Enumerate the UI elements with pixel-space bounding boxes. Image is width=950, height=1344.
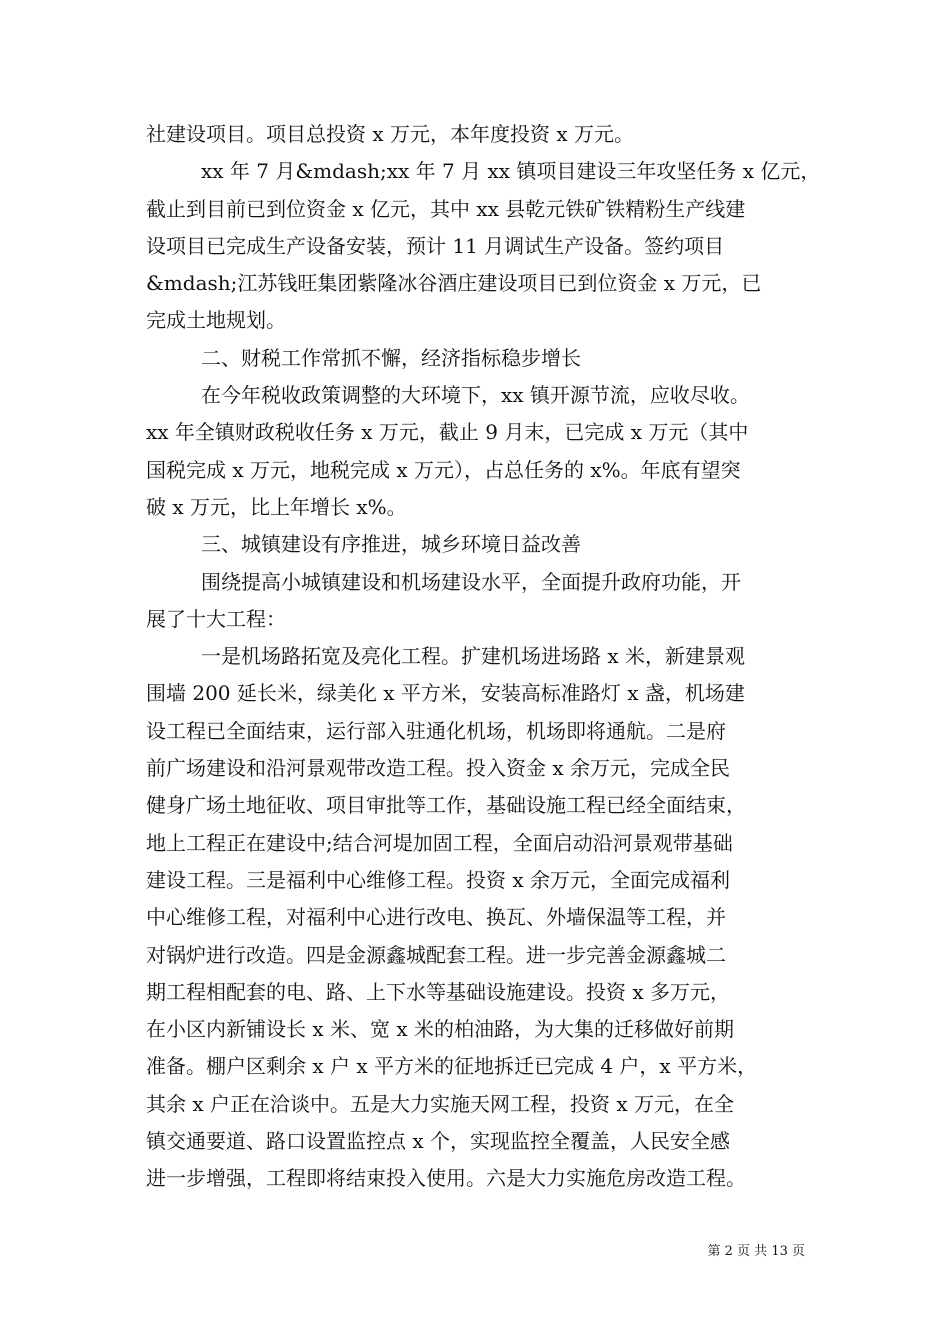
text-line: &mdash;江苏钱旺集团紫隆冰谷酒庄建设项目已到位资金 x 万元，已: [146, 271, 762, 296]
text-line: 在今年税收政策调整的大环境下，xx 镇开源节流，应收尽收。: [201, 383, 750, 408]
text-line: 围墙 200 延长米，绿美化 x 平方米，安装高标准路灯 x 盏，机场建: [146, 681, 745, 706]
text-line: 设项目已完成生产设备安装，预计 11 月调试生产设备。签约项目: [146, 233, 725, 258]
text-line: 准备。棚户区剩余 x 户 x 平方米的征地拆迁已完成 4 户，x 平方米，: [146, 1054, 758, 1079]
text-line: 期工程相配套的电、路、上下水等基础设施建设。投资 x 多万元，: [146, 979, 730, 1004]
text-line: 建设工程。三是福利中心维修工程。投资 x 余万元，全面完成福利: [146, 867, 730, 892]
text-line: 镇交通要道、路口设置监控点 x 个，实现监控全覆盖，人民安全感: [146, 1129, 730, 1154]
text-line: 其余 x 户正在洽谈中。五是大力实施天网工程，投资 x 万元，在全: [146, 1091, 734, 1116]
page-number: 第 2 页 共 13 页: [707, 1244, 805, 1259]
text-line: 围绕提高小城镇建设和机场建设水平，全面提升政府功能，开: [201, 569, 741, 594]
text-line: 破 x 万元，比上年增长 x%。: [146, 494, 407, 519]
document-body: [146, 116, 826, 1198]
text-line: 进一步增强，工程即将结束投入使用。六是大力实施危房改造工程。: [146, 1166, 746, 1191]
text-line: 中心维修工程，对福利中心进行改电、换瓦、外墙保温等工程，并: [146, 905, 726, 930]
text-line: 一是机场路拓宽及亮化工程。扩建机场进场路 x 米，新建景观: [201, 644, 745, 669]
text-line: 完成土地规划。: [146, 308, 286, 333]
text-line: 国税完成 x 万元，地税完成 x 万元），占总任务的 x%。年底有望突: [146, 457, 741, 482]
text-line: xx 年全镇财政税收任务 x 万元，截止 9 月末，已完成 x 万元（其中: [146, 420, 749, 445]
text-line: 截止到目前已到位资金 x 亿元，其中 xx 县乾元铁矿铁精粉生产线建: [146, 196, 746, 221]
section-heading: 二、财税工作常抓不懈，经济指标稳步增长: [201, 345, 581, 370]
text-line: 设工程已全面结束，运行部入驻通化机场，机场即将通航。二是府: [146, 718, 726, 743]
section-heading: 三、城镇建设有序推进，城乡环境日益改善: [201, 532, 581, 557]
text-line: 健身广场土地征收、项目审批等工作，基础设施工程已经全面结束，: [146, 793, 746, 818]
text-line: 前广场建设和沿河景观带改造工程。投入资金 x 余万元，完成全民: [146, 756, 730, 781]
text-line: 在小区内新铺设长 x 米、宽 x 米的柏油路，为大集的迁移做好前期: [146, 1017, 734, 1042]
text-line: 展了十大工程：: [146, 606, 286, 631]
text-line: 社建设项目。项目总投资 x 万元，本年度投资 x 万元。: [146, 122, 634, 146]
text-line: xx 年 7 月&mdash;xx 年 7 月 xx 镇项目建设三年攻坚任务 x 亿元，: [201, 159, 821, 184]
text-line: 地上工程正在建设中;结合河堤加固工程，全面启动沿河景观带基础: [146, 830, 733, 855]
text-line: 对锅炉进行改造。四是金源鑫城配套工程。进一步完善金源鑫城二: [146, 942, 726, 967]
